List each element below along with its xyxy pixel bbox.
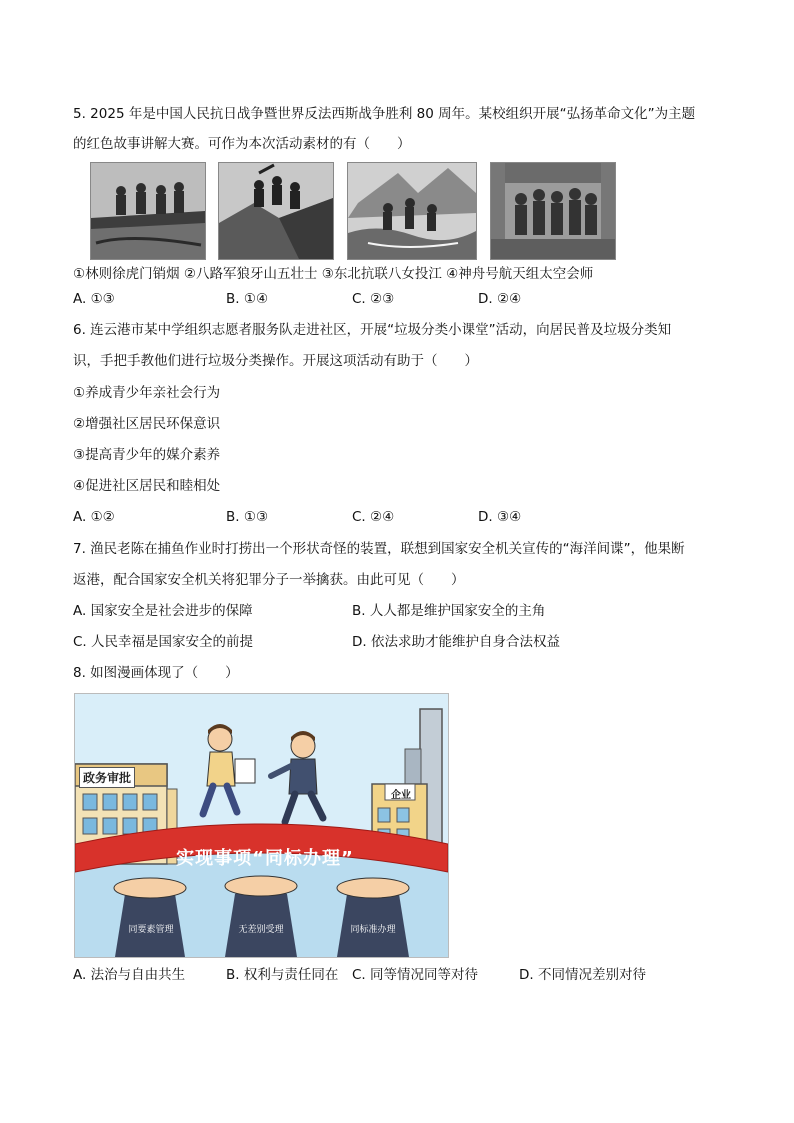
cartoon-left-building-sign: 政务审批	[79, 767, 135, 788]
q8-option-b[interactable]: B. 权利与责任同在	[226, 967, 339, 983]
q6-option-a[interactable]: A. ①②	[73, 509, 115, 525]
q6-item-1: ①养成青少年亲社会行为	[73, 385, 221, 401]
q7-stem-line1: 7. 渔民老陈在捕鱼作业时打捞出一个形状奇怪的装置，联想到国家安全机关宣传的“海洋间谍”，他果断	[73, 541, 685, 557]
photo-shenzhou-crew-space	[490, 162, 616, 260]
q5-option-d[interactable]: D. ②④	[478, 291, 522, 307]
q6-item-2: ②增强社区居民环保意识	[73, 416, 221, 432]
q8-option-d[interactable]: D. 不同情况差别对待	[519, 967, 646, 983]
q6-item-4: ④促进社区居民和睦相处	[73, 478, 221, 494]
q6-option-d[interactable]: D. ③④	[478, 509, 522, 525]
cartoon-banner-text: 实现事项“同标办理”	[176, 848, 354, 869]
photo-langya-five-heroes	[218, 162, 334, 260]
q6-stem-line2: 识，手把手教他们进行垃圾分类操作。开展这项活动有助于（ ）	[73, 353, 478, 369]
photo-humen-opium	[90, 162, 206, 260]
q5-option-a[interactable]: A. ①③	[73, 291, 115, 307]
q7-option-d[interactable]: D. 依法求助才能维护自身合法权益	[352, 634, 560, 650]
q7-option-b[interactable]: B. 人人都是维护国家安全的主角	[352, 603, 546, 619]
cartoon-hand-label-3: 同标准办理	[350, 925, 396, 935]
q5-image-caption: ①林则徐虎门销烟 ②八路军狼牙山五壮士 ③东北抗联八女投江 ④神舟号航天组太空会师	[73, 266, 594, 282]
cartoon-hand-label-1: 同要素管理	[128, 925, 174, 935]
q5-stem-line1: 5. 2025 年是中国人民抗日战争暨世界反法西斯战争胜利 80 周年。某校组织开展“弘扬革命文化”为主题	[73, 106, 696, 122]
q8-cartoon	[74, 693, 449, 958]
q7-option-c[interactable]: C. 人民幸福是国家安全的前提	[73, 634, 254, 650]
q5-stem-line2: 的红色故事讲解大赛。可作为本次活动素材的有（ ）	[73, 136, 411, 152]
q5-option-b[interactable]: B. ①④	[226, 291, 269, 307]
q6-stem-line1: 6. 连云港市某中学组织志愿者服务队走进社区，开展“垃圾分类小课堂”活动，向居民普及垃圾分类知	[73, 322, 672, 338]
q8-option-c[interactable]: C. 同等情况同等对待	[352, 967, 479, 983]
q6-option-b[interactable]: B. ①③	[226, 509, 269, 525]
q6-item-3: ③提高青少年的媒介素养	[73, 447, 221, 463]
q5-option-c[interactable]: C. ②③	[352, 291, 395, 307]
q7-option-a[interactable]: A. 国家安全是社会进步的保障	[73, 603, 253, 619]
q7-stem-line2: 返港，配合国家安全机关将犯罪分子一举擒获。由此可见（ ）	[73, 572, 465, 588]
cartoon-right-building-sign: 企业	[391, 790, 411, 801]
photo-eight-women-river	[347, 162, 477, 260]
q8-option-a[interactable]: A. 法治与自由共生	[73, 967, 186, 983]
q6-option-c[interactable]: C. ②④	[352, 509, 395, 525]
q8-stem-line1: 8. 如图漫画体现了（ ）	[73, 665, 239, 681]
cartoon-hand-label-2: 无差别受理	[238, 925, 284, 935]
